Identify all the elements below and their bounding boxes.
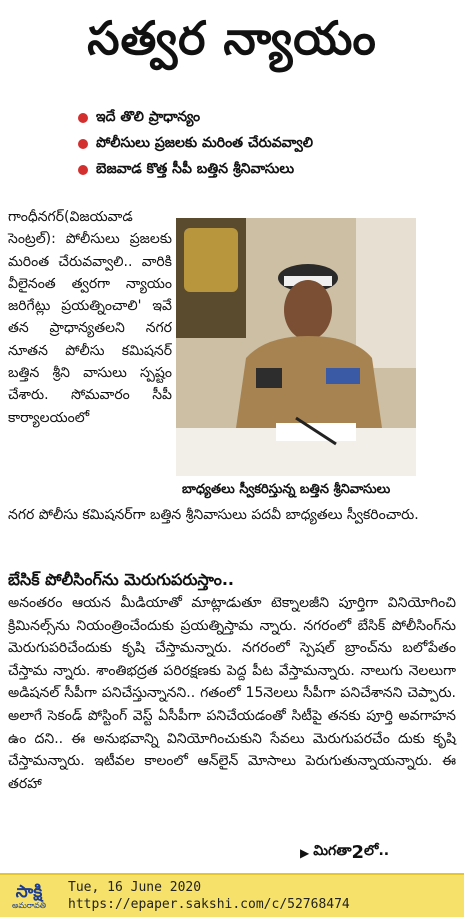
bullet-item [78, 106, 458, 130]
bullet-text: పోలీసులు ప్రజలకు మరింత చేరువవ్వాలి [96, 134, 314, 151]
red-dot-icon [78, 165, 88, 175]
logo-subtext: అమరావతి [11, 900, 47, 910]
sakshi-logo [4, 881, 54, 911]
continued-page: 2 [351, 842, 365, 863]
bullet-list [78, 106, 458, 184]
red-dot-icon [78, 139, 88, 149]
photo-caption: బాధ్యతలు స్వీకరిస్తున్న బత్తిన శ్రీనివాసులు [182, 482, 391, 497]
headline: సత్వర న్యాయం [87, 11, 377, 65]
bullet-item [78, 132, 458, 156]
footer-date: Tue, 16 June 2020 [68, 880, 202, 895]
footer-meta [68, 879, 350, 913]
red-dot-icon [78, 113, 88, 123]
continued-link[interactable] [300, 842, 450, 863]
bullet-item [78, 158, 458, 182]
arrow-right-icon: ▶ [300, 845, 310, 860]
footer-bar [0, 873, 464, 917]
sub-heading: బేసిక్ పోలీసింగ్‌ను మెరుగుపరుస్తాం.. [8, 570, 234, 589]
continued-label: మిగతా [313, 843, 352, 859]
logo-text: సాక్షి [15, 881, 43, 902]
news-photo [176, 218, 416, 476]
body-paragraph: అనంతరం ఆయన మీడియాతో మాట్లాడుతూ టెక్నాలజీని పూర్తిగా వినియోగించి క్రిమినల్స్‌ను నియంత్రించేందుకు ప్రయత్నిస్తామ న్నారు. నగరంలో బేసిక్ పోలీసింగ్‌ను మెరుగుపరిచేందుకు కృషి చేస్తామన్నారు. నగరంలో స్పెషల్ బ్రాంచ్‌ను బలోపేతం చేస్తామ న్నారు. శాంతిభద్రత పరిరక్షణకు పెద్ద పీట వేస్తామన్నారు. నాలుగు నెలలుగా అడిషనల్ సీపీగా పనిచేస్తున్నానని.. గతంలో 15నెలలు సీపీగా పనిచేశానని చెప్పారు. అలాగే సెకండ్ పోస్టింగ్ వెస్ట్ ఏసీపీగా పనిచేయడంతో సిటీపై తనకు పూర్తి అవగాహన ఉం దని.. ఈ అనుభవాన్ని వినియోగించుకుని సేవలు మెరుగుపరచేం దుకు కృషి చేస్తామన్నారు. ఇటీవల కాలంలో ఆన్‌లైన్ మోసాలు పెరుగుతున్నాయన్నారు. ఈ తరహా [8, 595, 456, 792]
footer-url[interactable]: https://epaper.sakshi.com/c/52768474 [68, 897, 350, 912]
intro-column-text: గాంధీనగర్(విజయవాడ సెంట్రల్): పోలీసులు ప్రజలకు మరింత చేరువవ్వాలి.. వారికి వీలైనంత త్వరగా న్యాయం జరిగేట్లు ప్రయత్నించాలి' ఇవే తన ప్రాధాన్యతలని నగర నూతన పోలీసు కమిషనర్ బత్తిన శ్రీని వాసులు స్పష్టం చేశారు. సోమవారం సీపీ కార్యాలయంలో [8, 209, 172, 426]
continued-suffix: లో.. [364, 843, 390, 859]
wide-paragraph: నగర పోలీసు కమిషనర్‌గా బత్తిన శ్రీనివాసులు పదవీ బాధ్యతలు స్వీకరించారు. [8, 507, 419, 523]
bullet-text: ఇదే తొలి ప్రాధాన్యం [96, 108, 201, 125]
bullet-text: బెజవాడ కొత్త సీపీ బత్తిన శ్రీనివాసులు [96, 160, 295, 177]
